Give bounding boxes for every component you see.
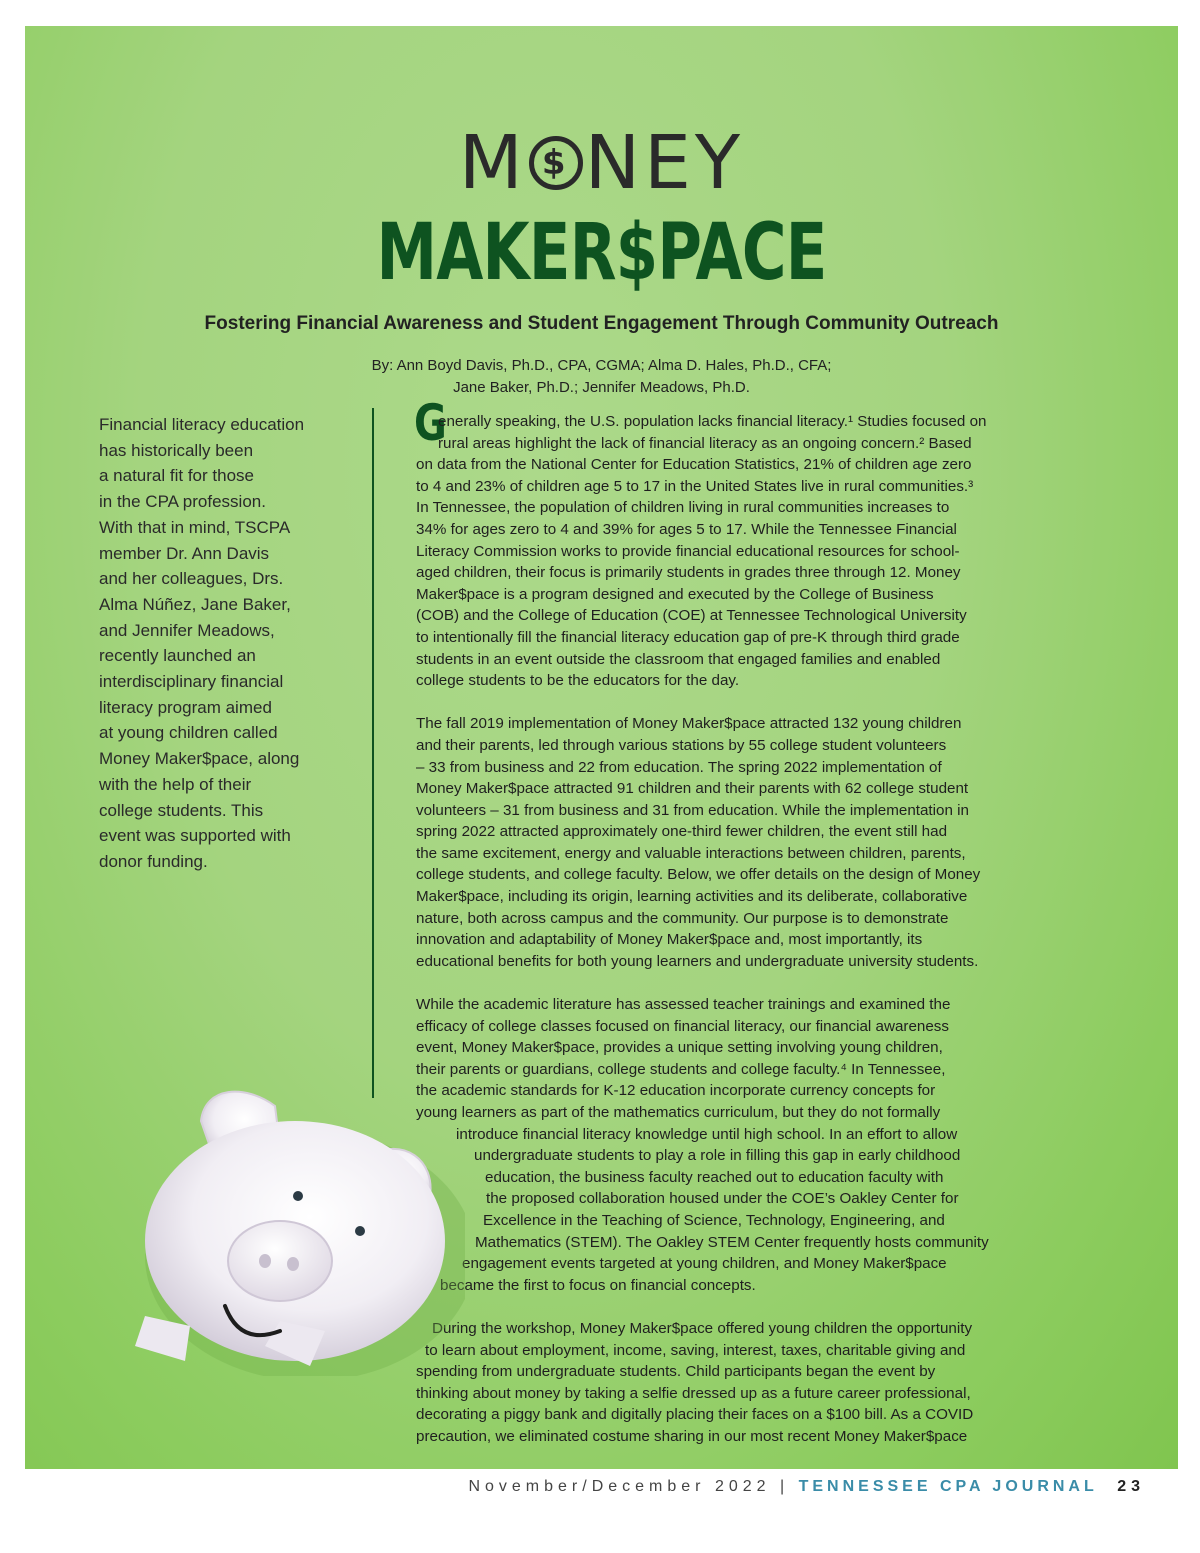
article-line: spending from undergraduate students. Child participants began the event by: [416, 1363, 936, 1381]
article-line: event, Money Maker$pace, provides a unique setting involving young children,: [416, 1039, 943, 1057]
sidebar-line: Money Maker$pace, along: [99, 749, 300, 769]
sidebar-line: and her colleagues, Drs.: [99, 569, 284, 589]
sidebar-line: With that in mind, TSCPA: [99, 517, 291, 537]
article-line: college students to be the educators for the day.: [416, 672, 740, 690]
article-line: volunteers – 31 from business and 31 from education. While the implementation in: [416, 801, 969, 819]
article-line: While the academic literature has assessed teacher trainings and examined the: [416, 996, 951, 1014]
article-line: the proposed collaboration housed under the COE’s Oakley Center for: [486, 1190, 959, 1208]
article-line: Maker$pace, including its origin, learning activities and its deliberate, collaborative: [416, 888, 968, 906]
article-line: undergraduate students to play a role in filling this gap in early childhood: [474, 1147, 961, 1165]
article-line: education, the business faculty reached out to education faculty with: [485, 1168, 944, 1186]
sidebar-line: recently launched an: [99, 646, 256, 666]
sidebar-line: and Jennifer Meadows,: [99, 620, 275, 640]
article-line: thinking about money by taking a selfie dressed up as a future career professional,: [416, 1384, 971, 1402]
page-number: 23: [1117, 1478, 1145, 1495]
byline: [25, 355, 1178, 399]
article-line: introduce financial literacy knowledge until high school. In an effort to allow: [456, 1125, 958, 1143]
article-line: young learners as part of the mathematics curriculum, but they do not formally: [416, 1104, 941, 1121]
paragraph-gap: [416, 1296, 1076, 1318]
piggy-bank-icon: [105, 1066, 465, 1376]
article-line: became the first to focus on financial concepts.: [440, 1276, 756, 1294]
article-panel: [25, 26, 1178, 1469]
sidebar-line: Financial literacy education: [99, 415, 305, 434]
article-line: their parents or guardians, college students and college faculty.⁴ In Tennessee,: [416, 1060, 946, 1078]
footer-journal: TENNESSEE CPA JOURNAL: [798, 1478, 1098, 1495]
sidebar-line: a natural fit for those: [99, 466, 254, 486]
sidebar-line: has historically been: [99, 440, 254, 460]
sidebar-line: college students. This: [99, 800, 264, 820]
article-line: and their parents, led through various stations by 55 college student volunteers: [416, 736, 947, 754]
article-line: the same excitement, energy and valuable interactions between children, parents,: [416, 844, 966, 862]
article-line: spring 2022 attracted approximately one-third fewer children, the event still had: [416, 823, 948, 841]
article-line: precaution, we eliminated costume sharing in our most recent Money Maker$pace: [416, 1427, 968, 1445]
article-line: to learn about employment, income, saving, interest, taxes, charitable giving and: [425, 1341, 966, 1359]
sidebar-line: donor funding.: [99, 851, 208, 871]
article-line: – 33 from business and 22 from education. The spring 2022 implementation of: [416, 758, 942, 776]
article-line: on data from the National Center for Education Statistics, 21% of children age zero: [416, 456, 972, 474]
article-line: aged children, their focus is primarily students in grades three through 12. Money: [416, 564, 961, 582]
article-line: In Tennessee, the population of children living in rural communities increases to: [416, 499, 950, 517]
drop-cap: G: [414, 394, 447, 452]
article-body: [416, 411, 1076, 1448]
article-line: The fall 2019 implementation of Money Maker$pace attracted 132 young children: [416, 715, 962, 733]
sidebar-line: in the CPA profession.: [99, 492, 266, 512]
sidebar-line: with the help of their: [99, 774, 252, 794]
article-line: enerally speaking, the U.S. population lacks financial literacy.¹ Studies focused on: [438, 413, 987, 430]
article-subtitle: Fostering Financial Awareness and Student Engagement Through Community Outreach: [204, 313, 999, 334]
coin-icon: [529, 136, 583, 190]
article-line: to 4 and 23% of children age 5 to 17 in the United States live in rural communities.³: [416, 477, 974, 495]
logo-letter-m: M: [458, 120, 527, 206]
sidebar-line: member Dr. Ann Davis: [99, 543, 270, 563]
logo-money: [25, 120, 1178, 206]
article-line: nature, both across campus and the community. Our purpose is to demonstrate: [416, 909, 949, 927]
paragraph-gap: [416, 692, 1076, 714]
article-line: students in an event outside the classroom that engaged families and enabled: [416, 650, 941, 668]
column-divider: [372, 408, 374, 1098]
article-line: the academic standards for K-12 education incorporate currency concepts for: [416, 1082, 936, 1100]
byline-line-1: By: Ann Boyd Davis, Ph.D., CPA, CGMA; Alma D. Hales, Ph.D., CFA;: [371, 357, 832, 374]
article-line: rural areas highlight the lack of financial literacy as an ongoing concern.² Based: [438, 434, 972, 452]
article-line: efficacy of college classes focused on financial literacy, our financial awareness: [416, 1017, 949, 1035]
article-line: innovation and adaptability of Money Maker$pace and, most importantly, its: [416, 931, 923, 949]
article-line: Money Maker$pace attracted 91 children and their parents with 62 college student: [416, 780, 969, 798]
sidebar-line: interdisciplinary financial: [99, 672, 284, 692]
byline-line-2: Jane Baker, Ph.D.; Jennifer Meadows, Ph.D.: [453, 379, 750, 396]
article-line: engagement events targeted at young children, and Money Maker$pace: [462, 1255, 947, 1273]
article-line: Maker$pace is a program designed and executed by the College of Business: [416, 585, 934, 603]
article-line: 34% for ages zero to 4 and 39% for ages 5 to 17. While the Tennessee Financial: [416, 520, 957, 538]
article-line: to intentionally fill the financial literacy education gap of pre-K through third grade: [416, 628, 960, 646]
article-line: During the workshop, Money Maker$pace offered young children the opportunity: [432, 1319, 973, 1337]
footer-separator: |: [780, 1478, 790, 1495]
logo-makerspace: MAKER$PACE: [376, 208, 827, 298]
article-line: decorating a piggy bank and digitally placing their faces on a $100 bill. As a COVID: [416, 1406, 974, 1424]
sidebar-line: literacy program aimed: [99, 697, 272, 717]
sidebar-line: event was supported with: [99, 826, 291, 846]
page-footer: [468, 1478, 1145, 1496]
sidebar-intro: [99, 412, 339, 875]
sidebar-line: at young children called: [99, 723, 278, 743]
article-line: college students, and college faculty. Below, we offer details on the design of Money: [416, 866, 981, 884]
article-line: educational benefits for both young learners and undergraduate university students.: [416, 952, 979, 970]
paragraph-gap: [416, 972, 1076, 994]
logo-letters-ney: NEY: [584, 120, 745, 206]
article-line: Mathematics (STEM). The Oakley STEM Center frequently hosts community: [475, 1233, 989, 1251]
article-line: Literacy Commission works to provide financial educational resources for school-: [416, 542, 960, 560]
sidebar-line: Alma Núñez, Jane Baker,: [99, 594, 291, 614]
article-line: Excellence in the Teaching of Science, Technology, Engineering, and: [483, 1211, 945, 1229]
coin-symbol: $: [541, 143, 570, 183]
footer-issue: November/December 2022: [468, 1478, 771, 1495]
article-line: (COB) and the College of Education (COE) at Tennessee Technological University: [416, 607, 967, 625]
